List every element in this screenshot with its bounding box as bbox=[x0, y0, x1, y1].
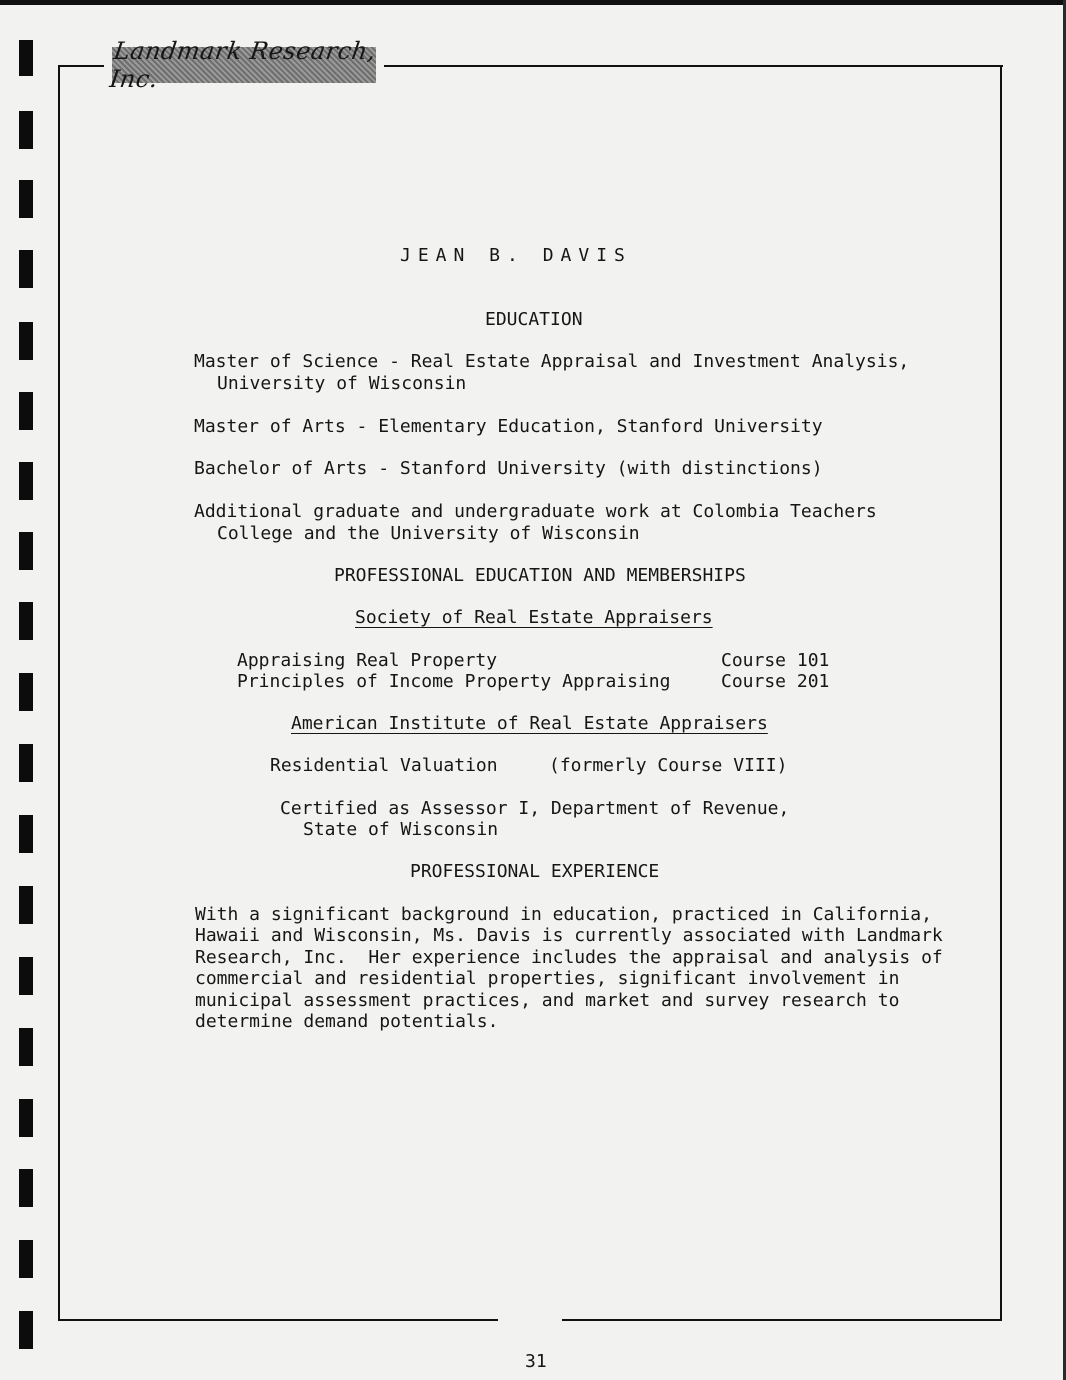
binding-hole bbox=[19, 532, 33, 570]
binding-hole bbox=[19, 744, 33, 782]
education-heading: EDUCATION bbox=[485, 309, 583, 330]
binding-hole bbox=[19, 1311, 33, 1349]
aire-heading: American Institute of Real Estate Appraisers bbox=[291, 713, 768, 734]
binding-hole bbox=[19, 322, 33, 360]
aire-course-name: Residential Valuation bbox=[270, 755, 498, 776]
binding-hole bbox=[19, 40, 33, 76]
education-entry-2: Master of Arts - Elementary Education, Stanford University bbox=[194, 416, 823, 437]
frame-border-bottom-right bbox=[562, 1319, 1002, 1321]
binding-hole bbox=[19, 1028, 33, 1066]
experience-paragraph-line: Research, Inc. Her experience includes the appraisal and analysis of bbox=[195, 947, 943, 968]
binding-hole bbox=[19, 1099, 33, 1137]
education-entry-1-line-2: University of Wisconsin bbox=[217, 373, 467, 394]
certification-line-2: State of Wisconsin bbox=[303, 819, 499, 840]
sre-course-name: Appraising Real Property bbox=[237, 650, 498, 671]
binding-hole bbox=[19, 180, 33, 218]
page-number: 31 bbox=[525, 1351, 547, 1372]
experience-heading: PROFESSIONAL EXPERIENCE bbox=[410, 861, 660, 882]
binding-hole bbox=[19, 602, 33, 640]
frame-border-right bbox=[1000, 65, 1002, 1321]
education-entry-4-line-2: College and the University of Wisconsin bbox=[217, 523, 640, 544]
company-logo-text: Landmark Research, Inc. bbox=[108, 37, 378, 93]
education-entry-1-line-1: Master of Science - Real Estate Appraisal and Investment Analysis, bbox=[194, 351, 910, 372]
binding-hole bbox=[19, 462, 33, 500]
binding-hole bbox=[19, 957, 33, 995]
education-entry-4-line-1: Additional graduate and undergraduate work at Colombia Teachers bbox=[194, 501, 877, 522]
aire-course-note: (formerly Course VIII) bbox=[549, 755, 788, 776]
experience-paragraph-line: determine demand potentials. bbox=[195, 1011, 499, 1032]
binding-hole bbox=[19, 111, 33, 149]
binding-hole bbox=[19, 250, 33, 288]
sre-course-number: Course 101 bbox=[721, 650, 830, 671]
sre-course-number: Course 201 bbox=[721, 671, 830, 692]
frame-border-top-right bbox=[384, 65, 1003, 67]
frame-border-top-left bbox=[60, 65, 104, 67]
experience-paragraph-line: Hawaii and Wisconsin, Ms. Davis is currently associated with Landmark bbox=[195, 925, 943, 946]
resume-name-title: JEAN B. DAVIS bbox=[400, 245, 632, 266]
company-logo-banner bbox=[108, 37, 378, 93]
page-top-edge bbox=[0, 0, 1066, 5]
frame-border-left bbox=[58, 65, 60, 1321]
experience-paragraph-line: municipal assessment practices, and market and survey research to bbox=[195, 990, 900, 1011]
experience-paragraph-line: commercial and residential properties, significant involvement in bbox=[195, 968, 900, 989]
certification-line-1: Certified as Assessor I, Department of Revenue, bbox=[280, 798, 790, 819]
binding-hole bbox=[19, 673, 33, 711]
binding-hole bbox=[19, 815, 33, 853]
frame-border-bottom-left bbox=[58, 1319, 498, 1321]
binding-hole bbox=[19, 1240, 33, 1278]
memberships-heading: PROFESSIONAL EDUCATION AND MEMBERSHIPS bbox=[334, 565, 746, 586]
experience-paragraph-line: With a significant background in education, practiced in California, bbox=[195, 904, 932, 925]
binding-hole bbox=[19, 1169, 33, 1207]
education-entry-3: Bachelor of Arts - Stanford University (with distinctions) bbox=[194, 458, 823, 479]
binding-hole bbox=[19, 392, 33, 430]
binding-hole bbox=[19, 886, 33, 924]
sre-heading: Society of Real Estate Appraisers bbox=[355, 607, 713, 628]
sre-course-name: Principles of Income Property Appraising bbox=[237, 671, 671, 692]
